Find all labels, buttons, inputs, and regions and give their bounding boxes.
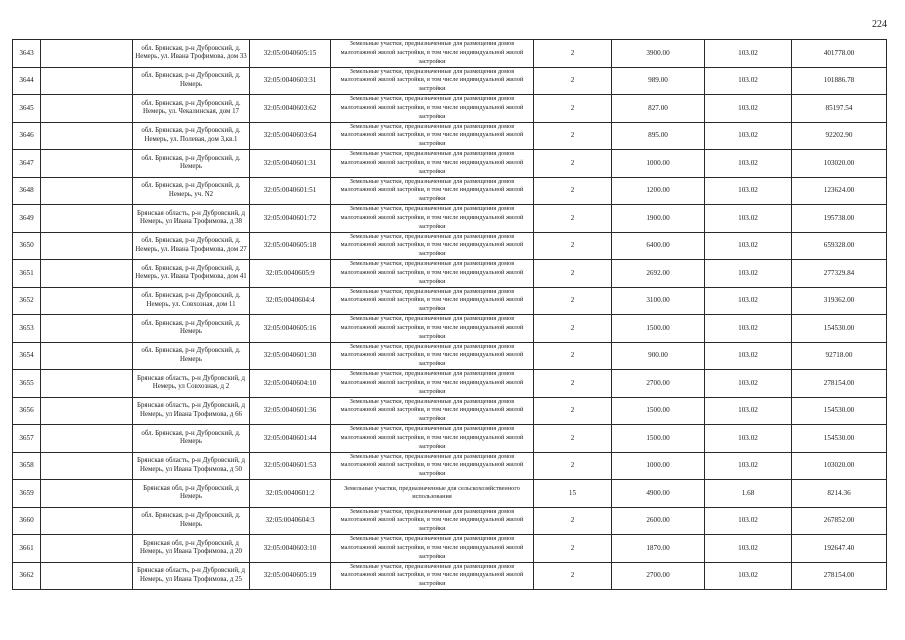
blank-cell — [41, 260, 133, 288]
table-row — [13, 397, 887, 425]
cadastral-value-cell: 195738.00 — [792, 205, 887, 233]
use-group-code-cell: 15 — [534, 480, 612, 508]
area-cell: 2692.00 — [612, 260, 705, 288]
cadastral-value-cell: 192647.40 — [792, 535, 887, 563]
page-number: 224 — [872, 19, 887, 30]
use-group-code-cell: 2 — [534, 342, 612, 370]
use-group-code-cell: 2 — [534, 535, 612, 563]
table-row — [13, 342, 887, 370]
specific-value-cell: 103.02 — [705, 287, 792, 315]
cadastral-value-cell: 103020.00 — [792, 452, 887, 480]
cadastral-value-cell: 101886.78 — [792, 67, 887, 95]
specific-value-cell: 103.02 — [705, 67, 792, 95]
table-row — [13, 370, 887, 398]
record-number-cell: 3644 — [13, 67, 41, 95]
cadastral-value-cell: 85197.54 — [792, 95, 887, 123]
blank-cell — [41, 315, 133, 343]
blank-cell — [41, 370, 133, 398]
cadastral-value-cell: 278154.00 — [792, 562, 887, 590]
table-row — [13, 562, 887, 590]
cadastral-number-cell: 32:05:0040601:2 — [250, 480, 331, 508]
cadastral-number-cell: 32:05:0040603:64 — [250, 122, 331, 150]
land-use-cell: Земельные участки, предназначенные для размещения домов малоэтажной жилой застройки, в том числе индивидуальной жилой застройки — [331, 452, 534, 480]
cadastral-number-cell: 32:05:0040605:16 — [250, 315, 331, 343]
use-group-code-cell: 2 — [534, 95, 612, 123]
specific-value-cell: 103.02 — [705, 95, 792, 123]
specific-value-cell: 103.02 — [705, 342, 792, 370]
use-group-code-cell: 2 — [534, 507, 612, 535]
address-cell: обл. Брянская, р-н Дубровский, д. Немерь, ул. Ивана Трофимова, дом 33 — [133, 40, 250, 68]
table-row — [13, 452, 887, 480]
specific-value-cell: 103.02 — [705, 205, 792, 233]
use-group-code-cell: 2 — [534, 397, 612, 425]
cadastral-number-cell: 32:05:0040601:72 — [250, 205, 331, 233]
specific-value-cell: 103.02 — [705, 425, 792, 453]
record-number-cell: 3650 — [13, 232, 41, 260]
blank-cell — [41, 425, 133, 453]
blank-cell — [41, 205, 133, 233]
area-cell: 895.00 — [612, 122, 705, 150]
blank-cell — [41, 397, 133, 425]
record-number-cell: 3655 — [13, 370, 41, 398]
blank-cell — [41, 480, 133, 508]
table-row — [13, 122, 887, 150]
area-cell: 1000.00 — [612, 452, 705, 480]
address-cell: Брянская область, р-н Дубровский, д Немерь, ул Ивана Трофимова, д 66 — [133, 397, 250, 425]
specific-value-cell: 103.02 — [705, 260, 792, 288]
area-cell: 1000.00 — [612, 150, 705, 178]
blank-cell — [41, 150, 133, 178]
cadastral-value-cell: 319362.00 — [792, 287, 887, 315]
use-group-code-cell: 2 — [534, 177, 612, 205]
table-row — [13, 480, 887, 508]
specific-value-cell: 103.02 — [705, 122, 792, 150]
land-use-cell: Земельные участки, предназначенные для размещения домов малоэтажной жилой застройки, в том числе индивидуальной жилой застройки — [331, 260, 534, 288]
land-use-cell: Земельные участки, предназначенные для размещения домов малоэтажной жилой застройки, в том числе индивидуальной жилой застройки — [331, 177, 534, 205]
use-group-code-cell: 2 — [534, 287, 612, 315]
blank-cell — [41, 95, 133, 123]
land-use-cell: Земельные участки, предназначенные для размещения домов малоэтажной жилой застройки, в том числе индивидуальной жилой застройки — [331, 232, 534, 260]
use-group-code-cell: 2 — [534, 370, 612, 398]
address-cell: обл. Брянская, р-н Дубровский, д. Немерь — [133, 342, 250, 370]
cadastral-value-cell: 154530.00 — [792, 425, 887, 453]
blank-cell — [41, 507, 133, 535]
cadastral-number-cell: 32:05:0040603:10 — [250, 535, 331, 563]
use-group-code-cell: 2 — [534, 232, 612, 260]
record-number-cell: 3658 — [13, 452, 41, 480]
address-cell: Брянская область, р-н Дубровский, д Немерь, ул Ивана Трофимова, д 50 — [133, 452, 250, 480]
area-cell: 2700.00 — [612, 562, 705, 590]
use-group-code-cell: 2 — [534, 425, 612, 453]
address-cell: Брянская область, р-н Дубровский, д Немерь, ул Совхозная, д 2 — [133, 370, 250, 398]
specific-value-cell: 103.02 — [705, 370, 792, 398]
record-number-cell: 3645 — [13, 95, 41, 123]
address-cell: обл. Брянская, р-н Дубровский, д. Немерь, ул. Ивана Трофимова, дом 27 — [133, 232, 250, 260]
cadastral-value-cell: 123624.00 — [792, 177, 887, 205]
address-cell: обл. Брянская, р-н Дубровский, д. Немерь — [133, 507, 250, 535]
area-cell: 2600.00 — [612, 507, 705, 535]
cadastral-number-cell: 32:05:0040605:18 — [250, 232, 331, 260]
land-use-cell: Земельные участки, предназначенные для размещения домов малоэтажной жилой застройки, в том числе индивидуальной жилой застройки — [331, 397, 534, 425]
cadastral-number-cell: 32:05:0040601:31 — [250, 150, 331, 178]
table-row — [13, 150, 887, 178]
use-group-code-cell: 2 — [534, 562, 612, 590]
area-cell: 3100.00 — [612, 287, 705, 315]
cadastral-number-cell: 32:05:0040605:15 — [250, 40, 331, 68]
cadastral-value-cell: 267852.00 — [792, 507, 887, 535]
table-row — [13, 315, 887, 343]
area-cell: 1500.00 — [612, 425, 705, 453]
land-use-cell: Земельные участки, предназначенные для размещения домов малоэтажной жилой застройки, в том числе индивидуальной жилой застройки — [331, 535, 534, 563]
address-cell: обл. Брянская, р-н Дубровский, д. Немерь, уч. N2 — [133, 177, 250, 205]
record-number-cell: 3661 — [13, 535, 41, 563]
address-cell: обл. Брянская, р-н Дубровский, д. Немерь, ул. Ивана Трофимова, дом 41 — [133, 260, 250, 288]
cadastral-number-cell: 32:05:0040605:9 — [250, 260, 331, 288]
specific-value-cell: 103.02 — [705, 452, 792, 480]
blank-cell — [41, 232, 133, 260]
cadastral-value-cell: 278154.00 — [792, 370, 887, 398]
blank-cell — [41, 535, 133, 563]
table-row — [13, 95, 887, 123]
use-group-code-cell: 2 — [534, 40, 612, 68]
blank-cell — [41, 452, 133, 480]
cadastral-value-cell: 659328.00 — [792, 232, 887, 260]
record-number-cell: 3651 — [13, 260, 41, 288]
record-number-cell: 3649 — [13, 205, 41, 233]
cadastral-value-cell: 8214.36 — [792, 480, 887, 508]
cadastral-number-cell: 32:05:0040601:36 — [250, 397, 331, 425]
table-body — [13, 40, 887, 590]
address-cell: Брянская область, р-н Дубровский, д Немерь, ул Ивана Трофимова, д 38 — [133, 205, 250, 233]
cadastral-value-cell: 154530.00 — [792, 397, 887, 425]
cadastral-number-cell: 32:05:0040604:4 — [250, 287, 331, 315]
table-row — [13, 205, 887, 233]
specific-value-cell: 1.68 — [705, 480, 792, 508]
use-group-code-cell: 2 — [534, 205, 612, 233]
area-cell: 827.00 — [612, 95, 705, 123]
land-use-cell: Земельные участки, предназначенные для сельскохозяйственного использования — [331, 480, 534, 508]
land-use-cell: Земельные участки, предназначенные для размещения домов малоэтажной жилой застройки, в том числе индивидуальной жилой застройки — [331, 205, 534, 233]
area-cell: 1500.00 — [612, 315, 705, 343]
blank-cell — [41, 40, 133, 68]
address-cell: обл. Брянская, р-н Дубровский, д. Немерь, ул. Совхозная, дом 11 — [133, 287, 250, 315]
area-cell: 900.00 — [612, 342, 705, 370]
address-cell: Брянская обл, р-н Дубровский, д Немерь, ул Ивана Трофимова, д 20 — [133, 535, 250, 563]
specific-value-cell: 103.02 — [705, 232, 792, 260]
specific-value-cell: 103.02 — [705, 177, 792, 205]
cadastral-value-cell: 92202.90 — [792, 122, 887, 150]
area-cell: 1900.00 — [612, 205, 705, 233]
use-group-code-cell: 2 — [534, 150, 612, 178]
land-registry-table — [12, 39, 887, 590]
cadastral-number-cell: 32:05:0040601:53 — [250, 452, 331, 480]
address-cell: обл. Брянская, р-н Дубровский, д. Немерь, ул. Чекалинская, дом 17 — [133, 95, 250, 123]
specific-value-cell: 103.02 — [705, 397, 792, 425]
table-row — [13, 232, 887, 260]
cadastral-value-cell: 154530.00 — [792, 315, 887, 343]
address-cell: обл. Брянская, р-н Дубровский, д. Немерь, ул. Полевая, дом 3,кв.1 — [133, 122, 250, 150]
record-number-cell: 3657 — [13, 425, 41, 453]
address-cell: обл. Брянская, р-н Дубровский, д. Немерь — [133, 67, 250, 95]
land-use-cell: Земельные участки, предназначенные для размещения домов малоэтажной жилой застройки, в том числе индивидуальной жилой застройки — [331, 40, 534, 68]
record-number-cell: 3659 — [13, 480, 41, 508]
land-use-cell: Земельные участки, предназначенные для размещения домов малоэтажной жилой застройки, в том числе индивидуальной жилой застройки — [331, 67, 534, 95]
use-group-code-cell: 2 — [534, 452, 612, 480]
area-cell: 1870.00 — [612, 535, 705, 563]
use-group-code-cell: 2 — [534, 315, 612, 343]
specific-value-cell: 103.02 — [705, 315, 792, 343]
area-cell: 6400.00 — [612, 232, 705, 260]
address-cell: обл. Брянская, р-н Дубровский, д. Немерь — [133, 425, 250, 453]
specific-value-cell: 103.02 — [705, 562, 792, 590]
specific-value-cell: 103.02 — [705, 40, 792, 68]
area-cell: 989.00 — [612, 67, 705, 95]
table-row — [13, 177, 887, 205]
land-use-cell: Земельные участки, предназначенные для размещения домов малоэтажной жилой застройки, в том числе индивидуальной жилой застройки — [331, 342, 534, 370]
use-group-code-cell: 2 — [534, 260, 612, 288]
blank-cell — [41, 122, 133, 150]
cadastral-value-cell: 401778.00 — [792, 40, 887, 68]
land-use-cell: Земельные участки, предназначенные для размещения домов малоэтажной жилой застройки, в том числе индивидуальной жилой застройки — [331, 287, 534, 315]
area-cell: 1500.00 — [612, 397, 705, 425]
cadastral-number-cell: 32:05:0040603:31 — [250, 67, 331, 95]
blank-cell — [41, 177, 133, 205]
land-use-cell: Земельные участки, предназначенные для размещения домов малоэтажной жилой застройки, в том числе индивидуальной жилой застройки — [331, 562, 534, 590]
land-use-cell: Земельные участки, предназначенные для размещения домов малоэтажной жилой застройки, в том числе индивидуальной жилой застройки — [331, 150, 534, 178]
specific-value-cell: 103.02 — [705, 150, 792, 178]
cadastral-number-cell: 32:05:0040601:51 — [250, 177, 331, 205]
blank-cell — [41, 342, 133, 370]
land-use-cell: Земельные участки, предназначенные для размещения домов малоэтажной жилой застройки, в том числе индивидуальной жилой застройки — [331, 315, 534, 343]
area-cell: 3900.00 — [612, 40, 705, 68]
cadastral-value-cell: 103020.00 — [792, 150, 887, 178]
table-row — [13, 287, 887, 315]
cadastral-value-cell: 277329.84 — [792, 260, 887, 288]
record-number-cell: 3646 — [13, 122, 41, 150]
use-group-code-cell: 2 — [534, 67, 612, 95]
specific-value-cell: 103.02 — [705, 535, 792, 563]
address-cell: обл. Брянская, р-н Дубровский, д. Немерь — [133, 150, 250, 178]
cadastral-number-cell: 32:05:0040603:62 — [250, 95, 331, 123]
record-number-cell: 3652 — [13, 287, 41, 315]
cadastral-number-cell: 32:05:0040601:30 — [250, 342, 331, 370]
record-number-cell: 3656 — [13, 397, 41, 425]
blank-cell — [41, 67, 133, 95]
record-number-cell: 3654 — [13, 342, 41, 370]
blank-cell — [41, 562, 133, 590]
specific-value-cell: 103.02 — [705, 507, 792, 535]
cadastral-number-cell: 32:05:0040601:44 — [250, 425, 331, 453]
cadastral-value-cell: 92718.00 — [792, 342, 887, 370]
record-number-cell: 3643 — [13, 40, 41, 68]
table-row — [13, 40, 887, 68]
address-cell: Брянская область, р-н Дубровский, д Немерь, ул Ивана Трофимова, д 25 — [133, 562, 250, 590]
record-number-cell: 3647 — [13, 150, 41, 178]
land-use-cell: Земельные участки, предназначенные для размещения домов малоэтажной жилой застройки, в том числе индивидуальной жилой застройки — [331, 507, 534, 535]
cadastral-number-cell: 32:05:0040604:10 — [250, 370, 331, 398]
land-use-cell: Земельные участки, предназначенные для размещения домов малоэтажной жилой застройки, в том числе индивидуальной жилой застройки — [331, 425, 534, 453]
table-row — [13, 507, 887, 535]
land-use-cell: Земельные участки, предназначенные для размещения домов малоэтажной жилой застройки, в том числе индивидуальной жилой застройки — [331, 122, 534, 150]
record-number-cell: 3662 — [13, 562, 41, 590]
use-group-code-cell: 2 — [534, 122, 612, 150]
table-row — [13, 260, 887, 288]
cadastral-number-cell: 32:05:0040604:3 — [250, 507, 331, 535]
blank-cell — [41, 287, 133, 315]
record-number-cell: 3660 — [13, 507, 41, 535]
land-use-cell: Земельные участки, предназначенные для размещения домов малоэтажной жилой застройки, в том числе индивидуальной жилой застройки — [331, 370, 534, 398]
table-row — [13, 535, 887, 563]
table-row — [13, 425, 887, 453]
table-row — [13, 67, 887, 95]
area-cell: 4900.00 — [612, 480, 705, 508]
land-use-cell: Земельные участки, предназначенные для размещения домов малоэтажной жилой застройки, в том числе индивидуальной жилой застройки — [331, 95, 534, 123]
area-cell: 2700.00 — [612, 370, 705, 398]
address-cell: обл. Брянская, р-н Дубровский, д. Немерь — [133, 315, 250, 343]
address-cell: Брянская обл, р-н Дубровский, д Немерь — [133, 480, 250, 508]
area-cell: 1200.00 — [612, 177, 705, 205]
cadastral-number-cell: 32:05:0040605:19 — [250, 562, 331, 590]
record-number-cell: 3648 — [13, 177, 41, 205]
record-number-cell: 3653 — [13, 315, 41, 343]
